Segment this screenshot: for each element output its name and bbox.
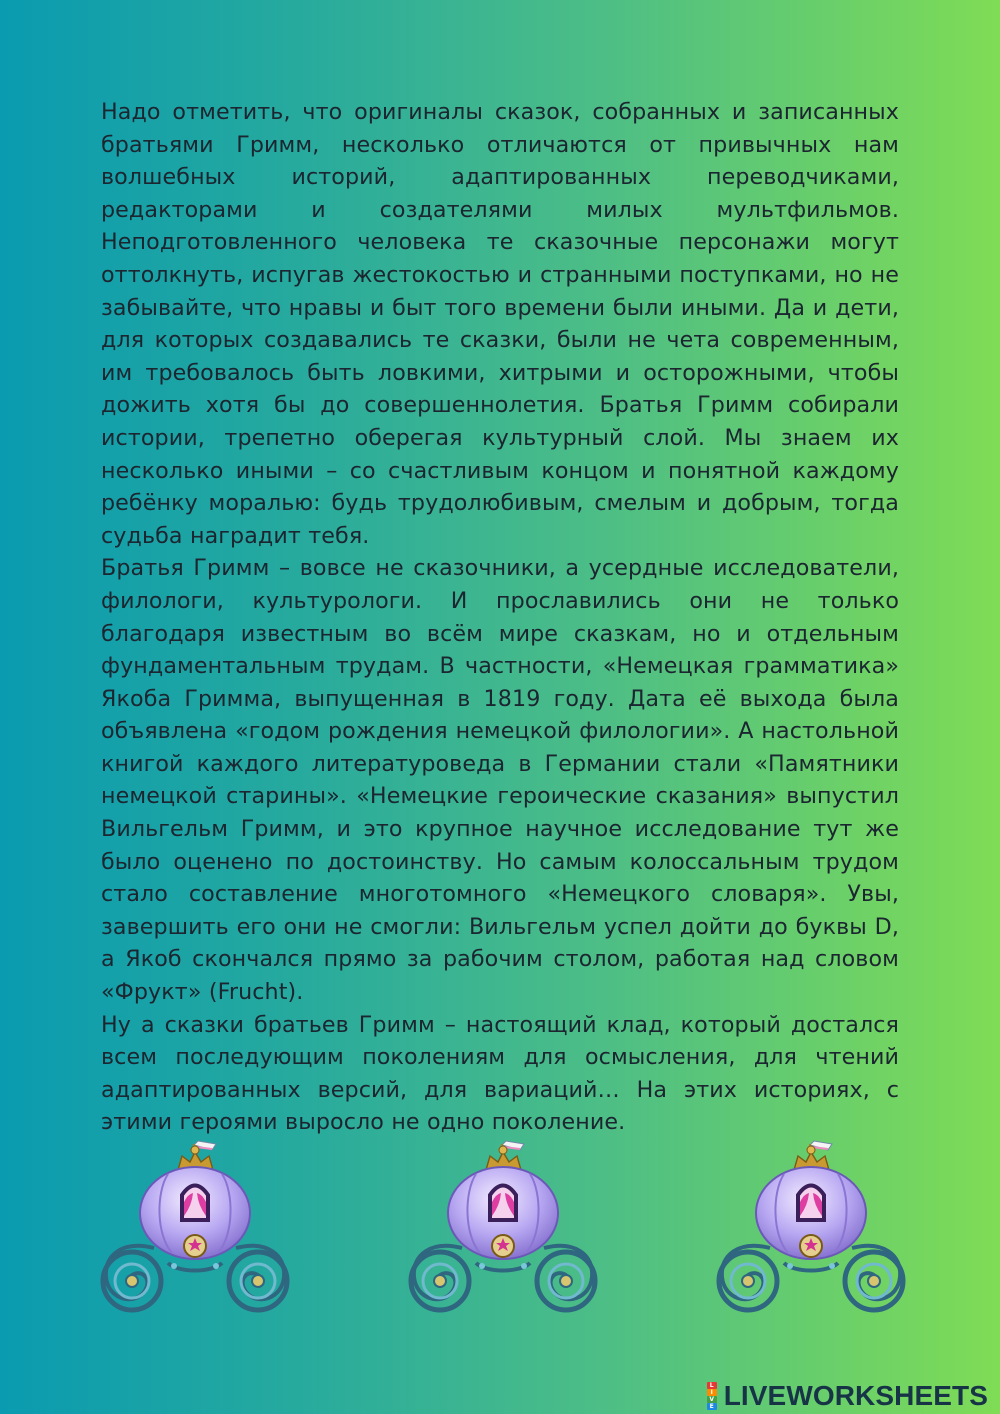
watermark-text: LIVEWORKSHEETS: [723, 1380, 988, 1411]
live-badge-letter-e: E: [707, 1403, 717, 1410]
carriage-illustrations: [98, 1136, 908, 1316]
liveworksheets-watermark: [702, 1382, 988, 1410]
paragraph-1: Надо отметить, что оригиналы сказок, собранных и записанных братьями Гримм, несколько отличаются от привычных нам волшебных историй, адаптированных переводчиками, редакторами и создателями милых мультфильмов. Неподготовленного человека те сказочные персонажи могут оттолкнуть, испугав жестокостью и странными поступками, но не забывайте, что нравы и быт того времени были иными. Да и дети, для которых создавались те сказки, были не чета современным, им требовалось быть ловкими, хитрыми и осторожными, чтобы дожить хотя бы до совершеннолетия. Братья Гримм собирали истории, трепетно оберегая культурный слой. Мы знаем их несколько иными – со счастливым концом и понятной каждому ребёнку моралью: будь трудолюбивым, смелым и добрым, тогда судьба наградит тебя.: [101, 99, 899, 549]
live-badge-letter-v: V: [707, 1396, 717, 1403]
paragraph-2: Братья Гримм – вовсе не сказочники, а усердные исследователи, филологи, культурологи. И прославились они не только благодаря известным во всём мире сказкам, но и отдельным фундаментальным трудам. В частности, «Немецкая грамматика» Якоба Гримма, выпущенная в 1819 году. Дата её выхода была объявлена «годом рождения немецкой филологии». А настольной книгой каждого литературоведа в Германии стали «Памятники немецкой старины». «Немецкие героические сказания» выпустил Вильгельм Гримм, и это крупное научное исследование тут же было оценено по достоинству. Но самым колоссальным трудом стало составление многотомного «Немецкого словаря». Увы, завершить его они не смогли: Вильгельм успел дойти до буквы D, а Якоб скончался прямо за рабочим столом, работая над словом «Фрукт» (Frucht).: [101, 555, 899, 1006]
live-badge-letter-i: I: [707, 1389, 717, 1396]
pumpkin-carriage-icon: [406, 1136, 600, 1316]
live-badge-letter-l: L: [707, 1382, 717, 1389]
pumpkin-carriage-icon: [98, 1136, 292, 1316]
article-text: [101, 96, 899, 1139]
pumpkin-carriage-icon: [714, 1136, 908, 1316]
paragraph-3: Ну а сказки братьев Гримм – настоящий клад, который достался всем последующим поколениям для осмысления, для чтений адаптированных версий, для вариаций… На этих историях, с этими героями выросло не одно поколение.: [101, 1011, 899, 1136]
live-badge-icon: [702, 1382, 722, 1410]
